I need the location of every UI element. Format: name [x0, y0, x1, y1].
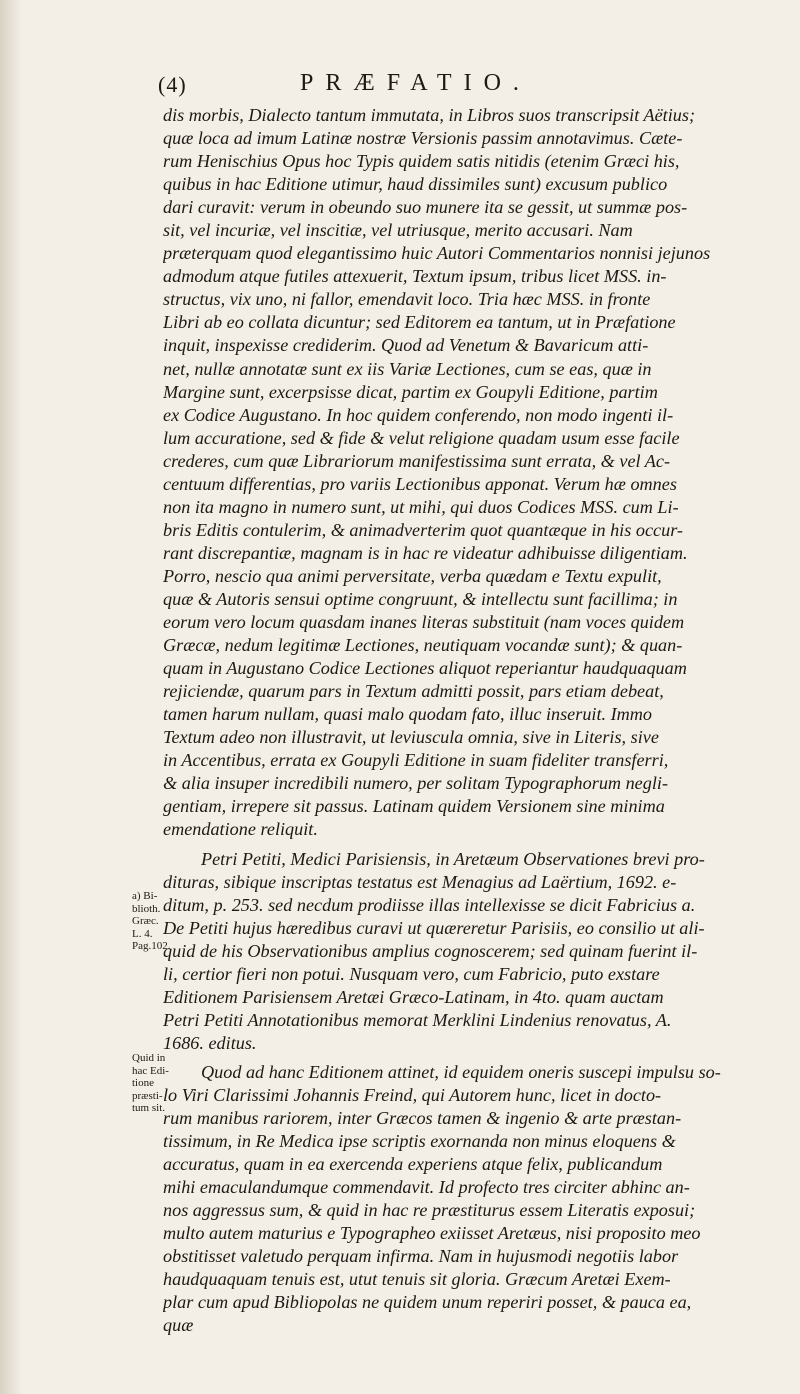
paragraph-1 — [163, 104, 775, 842]
paragraph-2 — [163, 848, 775, 1055]
text-line: tamen harum nullam, quasi malo quodam fato, illuc inseruit. Immo — [163, 704, 653, 725]
text-line: Petri Petiti Annotationibus memorat Merklini Lindenius renovatus, A. — [163, 1009, 672, 1030]
text-line: structus, vix uno, ni fallor, emendavit loco. Tria hæc MSS. in fronte — [163, 289, 651, 310]
text-line: inquit, inspexisse crediderim. Quod ad Venetum & Bavaricum atti- — [163, 335, 649, 356]
text-line: Editionem Parisiensem Aretæi Græco-Latinam, in 4to. quam auctam — [163, 986, 664, 1007]
text-line: tissimum, in Re Medica ipse scriptis exornanda non minus eloquens & — [163, 1131, 676, 1152]
text-line: Libri ab eo collata dicuntur; sed Editorem ea tantum, ut in Præfatione — [163, 312, 676, 333]
text-line: net, nullæ annotatæ sunt ex iis Variæ Lectiones, cum se eas, quæ in — [163, 358, 652, 379]
text-line: eorum vero locum quasdam inanes literas substituit (nam voces quidem — [163, 612, 685, 633]
text-line: accuratus, quam in ea exercenda experiens atque felix, publicandum — [163, 1154, 663, 1175]
text-line: Græcæ, nedum legitimæ Lectiones, neutiquam vocandæ sunt); & quan- — [163, 635, 683, 656]
text-line: rejiciendæ, quarum pars in Textum admitti possit, pars etiam debeat, — [163, 681, 664, 702]
paragraph-3 — [163, 1061, 775, 1338]
text-line: obstitisset valetudo perquam infirma. Nam in hujusmodi negotiis labor — [163, 1246, 679, 1267]
margin-note-line: blioth. — [132, 902, 161, 915]
text-line: lo Viri Clarissimi Johannis Freind, qui Autorem hunc, licet in docto- — [163, 1084, 662, 1105]
text-line: rum manibus rariorem, inter Græcos tamen & ingenio & arte præstan- — [163, 1108, 682, 1129]
text-line: 1686. editus. — [163, 1032, 257, 1053]
text-line: quæ — [163, 1315, 194, 1336]
margin-note-line: a) Bi- — [132, 890, 158, 902]
text-line: dis morbis, Dialecto tantum immutata, in Libros suos transcripsit Aëtius; — [163, 105, 696, 125]
margin-note-line: Græc. — [132, 915, 159, 927]
text-line: Quod ad hanc Editionem attinet, id equidem oneris suscepi impulsu so- — [201, 1061, 721, 1082]
text-line: ex Codice Augustano. In hoc quidem conferendo, non modo ingenti il- — [163, 404, 674, 425]
text-line: in Accentibus, errata ex Goupyli Editione in suam fideliter transferri, — [163, 750, 669, 771]
text-line: gentiam, irrepere sit passus. Latinam quidem Versionem sine minima — [163, 796, 665, 817]
text-line: Textum adeo non illustravit, ut leviuscula omnia, sive in Literis, sive — [163, 727, 659, 748]
text-line: bris Editis contulerim, & animadverterim quot quantæque in his occur- — [163, 519, 683, 540]
text-line: li, certior fieri non potui. Nusquam vero, cum Fabricio, puto exstare — [163, 963, 660, 984]
text-line: rant discrepantiæ, magnam is in hac re videatur adhibuisse diligentiam. — [163, 542, 688, 563]
text-line: non ita magno in numero sunt, ut mihi, qui duos Codices MSS. cum Li- — [163, 496, 679, 517]
text-line: & alia insuper incredibili numero, per solitam Typographorum negli- — [163, 773, 669, 794]
margin-note-line: hac Edi- — [132, 1064, 169, 1077]
running-title: PRÆFATIO. — [300, 70, 531, 96]
margin-note-line: L. 4. — [132, 927, 153, 940]
text-line: mihi emaculandumque commendavit. Id profecto tres circiter abhinc an- — [163, 1177, 690, 1198]
text-line: quid de his Observationibus amplius cognoscerem; sed quinam fuerint il- — [163, 940, 698, 961]
margin-note-line: præsti- — [132, 1089, 163, 1102]
margin-note-quid-in-hac-editione — [132, 1052, 180, 1115]
page-fold-shadow — [0, 0, 22, 1394]
margin-note-line: tum sit. — [132, 1102, 166, 1114]
text-line: quæ & Autoris sensui optime congruunt, & intellectu sunt facillima; in — [163, 588, 678, 609]
text-line: nos aggressus sum, & quid in hac re præstiturus essem Literatis exposui; — [163, 1200, 696, 1221]
text-line: sit, vel incuriæ, vel inscitiæ, vel utriusque, merito accusari. Nam — [163, 220, 633, 241]
margin-note-line: tione — [132, 1077, 154, 1089]
text-line: plar cum apud Bibliopolas ne quidem unum reperiri posset, & pauca ea, — [163, 1292, 692, 1313]
text-line: centuum differentias, pro variis Lectionibus apponat. Verum hæ omnes — [163, 473, 677, 494]
text-line: dituras, sibique inscriptas testatus est Menagius ad Laërtium, 1692. e- — [163, 871, 677, 892]
margin-note-bibliotheca — [132, 890, 180, 953]
page-number: (4) — [158, 72, 187, 97]
text-line: quam in Augustano Codice Lectiones aliquot reperiantur haudquaquam — [163, 658, 687, 679]
text-line: quæ loca ad imum Latinæ nostræ Versionis passim annotavimus. Cæte- — [163, 128, 683, 149]
text-line: emendatione reliquit. — [163, 819, 318, 840]
text-line: multo autem maturius e Typographeo exiisset Aretæus, nisi proposito meo — [163, 1223, 701, 1244]
text-line: lum accuratione, sed & fide & velut religione quadam usum esse facile — [163, 427, 680, 448]
text-line: quibus in hac Editione utimur, haud dissimiles sunt) excusum publico — [163, 174, 668, 195]
text-line: Petri Petiti, Medici Parisiensis, in Aretæum Observationes brevi pro- — [201, 848, 705, 869]
text-line: rum Henischius Opus hoc Typis quidem satis nitidis (etenim Græci his, — [163, 151, 680, 172]
text-line: admodum atque futiles attexuerit, Textum ipsum, tribus licet MSS. in- — [163, 266, 667, 287]
main-text — [163, 104, 775, 1337]
text-line: ditum, p. 253. sed necdum prodiisse illas intellexisse se dicit Fabricius a. — [163, 894, 696, 915]
text-line: Margine sunt, excerpsisse dicat, partim ex Goupyli Editione, partim — [163, 381, 658, 402]
margin-note-line: Quid in — [132, 1052, 166, 1064]
text-line: De Petiti hujus hæredibus curavi ut quæreretur Parisiis, eo consilio ut ali- — [163, 917, 705, 938]
text-line: haudquaquam tenuis est, utut tenuis sit gloria. Græcum Aretæi Exem- — [163, 1269, 671, 1290]
text-line: dari curavit: verum in obeundo suo munere ita se gessit, ut summæ pos- — [163, 197, 688, 218]
text-line: Porro, nescio qua animi perversitate, verba quædam e Textu expulit, — [163, 565, 662, 586]
text-line: crederes, cum quæ Librariorum manifestissima sunt errata, & vel Ac- — [163, 450, 671, 471]
margin-note-line: Pag.102. — [132, 940, 171, 952]
text-line: præterquam quod elegantissimo huic Autori Commentarios nonnisi jejunos — [163, 243, 711, 264]
